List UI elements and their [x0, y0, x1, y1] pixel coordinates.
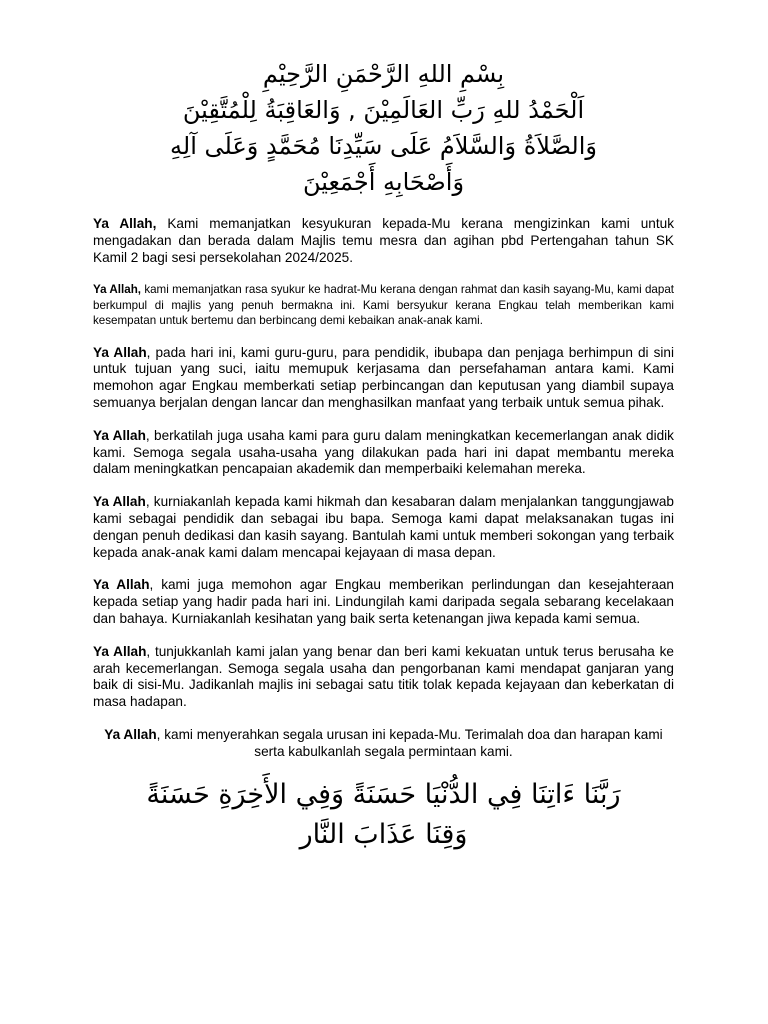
- paragraph-lead: Ya Allah,: [93, 283, 141, 297]
- paragraph-text: , kurniakanlah kepada kami hikmah dan kesabaran dalam menjalankan tanggungjawab kami sebagai pendidik dan sebagai ibu bapa. Semoga kami dapat melaksanakan tugas ini dengan penuh dedikasi dan kasih sayang. Bantulah kami untuk memberi sokongan yang terbaik kepada anak-anak kami dalam mencapai kejayaan di masa depan.: [93, 494, 674, 560]
- rabbana-line-2: وَقِنَا عَذَابَ النَّار: [299, 818, 468, 850]
- rabbana-line-1: رَبَّنَا ءَاتِنَا فِي الدُّنْيَا حَسَنَةً وَفِي الأَخِرَةِ حَسَنَةً: [146, 778, 621, 810]
- paragraph-lead: Ya Allah: [93, 577, 150, 593]
- paragraph-2: [93, 282, 674, 328]
- paragraph-4: [93, 428, 674, 478]
- paragraph-text: , tunjukkanlah kami jalan yang benar dan beri kami kekuatan untuk terus berusaha ke arah kecemerlangan. Semoga segala usaha dan pengorbanan kami mendapat ganjaran yang baik di sisi-Mu. Jadikanlah majlis ini sebagai satu titik tolak kepada kejayaan dan keberkatan di masa hadapan.: [93, 643, 674, 710]
- paragraph-text: , kami juga memohon agar Engkau memberikan perlindungan dan kesejahteraan kepada setiap yang hadir pada hari ini. Lindungilah kami daripada segala sebarang kecelakaan dan bahaya. Kurniakanlah kesihatan yang baik serta ketenangan jiwa kepada kami semua.: [93, 577, 674, 626]
- salawat-line: وَالصَّلاَةُ وَالسَّلاَمُ عَلَى سَيِّدِنَا مُحَمَّدٍ وَعَلَى آلِهِ: [170, 132, 597, 160]
- paragraph-1: [93, 216, 674, 266]
- paragraph-lead: Ya Allah: [93, 427, 146, 443]
- arabic-opening: [93, 56, 674, 200]
- paragraph-3: [93, 345, 674, 412]
- paragraph-lead: Ya Allah: [93, 643, 147, 659]
- closing-text: , kami menyerahkan segala urusan ini kepada-Mu. Terimalah doa dan harapan kami serta kabulkanlah segala permintaan kami.: [156, 726, 663, 759]
- salawat-closing-line: وَأَصْحَابِهِ أَجْمَعِيْنَ: [302, 168, 465, 196]
- paragraph-lead: Ya Allah: [93, 344, 147, 360]
- hamdalah-line: اَلْحَمْدُ للهِ رَبِّ العَالَمِيْنَ , وَالعَاقِبَةُ لِلْمُتَّقِيْنَ: [182, 96, 585, 124]
- paragraph-lead: Ya Allah: [93, 494, 146, 510]
- closing-paragraph: [103, 727, 664, 761]
- paragraph-text: , pada hari ini, kami guru-guru, para pendidik, ibubapa dan penjaga berhimpun di sini untuk tujuan yang suci, iaitu memupuk kerjasama dan persefahaman antara kami. Kami memohon agar Engkau memberkati setiap perbincangan dan keputusan yang diambil supaya semuanya berjalan dengan lancar dan menghasilkan manfaat yang terbaik untuk semua pihak.: [93, 344, 674, 410]
- paragraph-7: [93, 644, 674, 711]
- basmalah-line: بِسْمِ اللهِ الرَّحْمَنِ الرَّحِيْمِ: [262, 60, 505, 88]
- doa-document: [93, 56, 674, 855]
- paragraph-text: kami memanjatkan rasa syukur ke hadrat-Mu kerana dengan rahmat dan kasih sayang-Mu, kami dapat berkumpul di majlis yang penuh bermakna ini. Kami bersyukur kerana Engkau telah memberikan kami kesempatan untuk bertemu dan berbincang demi kebaikan anak-anak kami.: [93, 283, 674, 328]
- arabic-closing-doa: [93, 775, 674, 855]
- paragraph-5: [93, 494, 674, 561]
- paragraph-text: , berkatilah juga usaha kami para guru dalam meningkatkan kecemerlangan anak didik kami. Semoga segala usaha-usaha yang dilakukan pada hari ini dapat membantu mereka dalam meningkatkan pencapaian akademik dan memperbaiki kelemahan mereka.: [93, 427, 674, 477]
- paragraph-lead: Ya Allah,: [93, 216, 157, 231]
- closing-lead: Ya Allah: [104, 726, 157, 742]
- paragraph-6: [93, 577, 674, 627]
- paragraph-text: Kami memanjatkan kesyukuran kepada-Mu kerana mengizinkan kami untuk mengadakan dan berada dalam Majlis temu mesra dan agihan pbd Pertengahan tahun SK Kamil 2 bagi sesi persekolahan 2024/2025.: [93, 216, 674, 265]
